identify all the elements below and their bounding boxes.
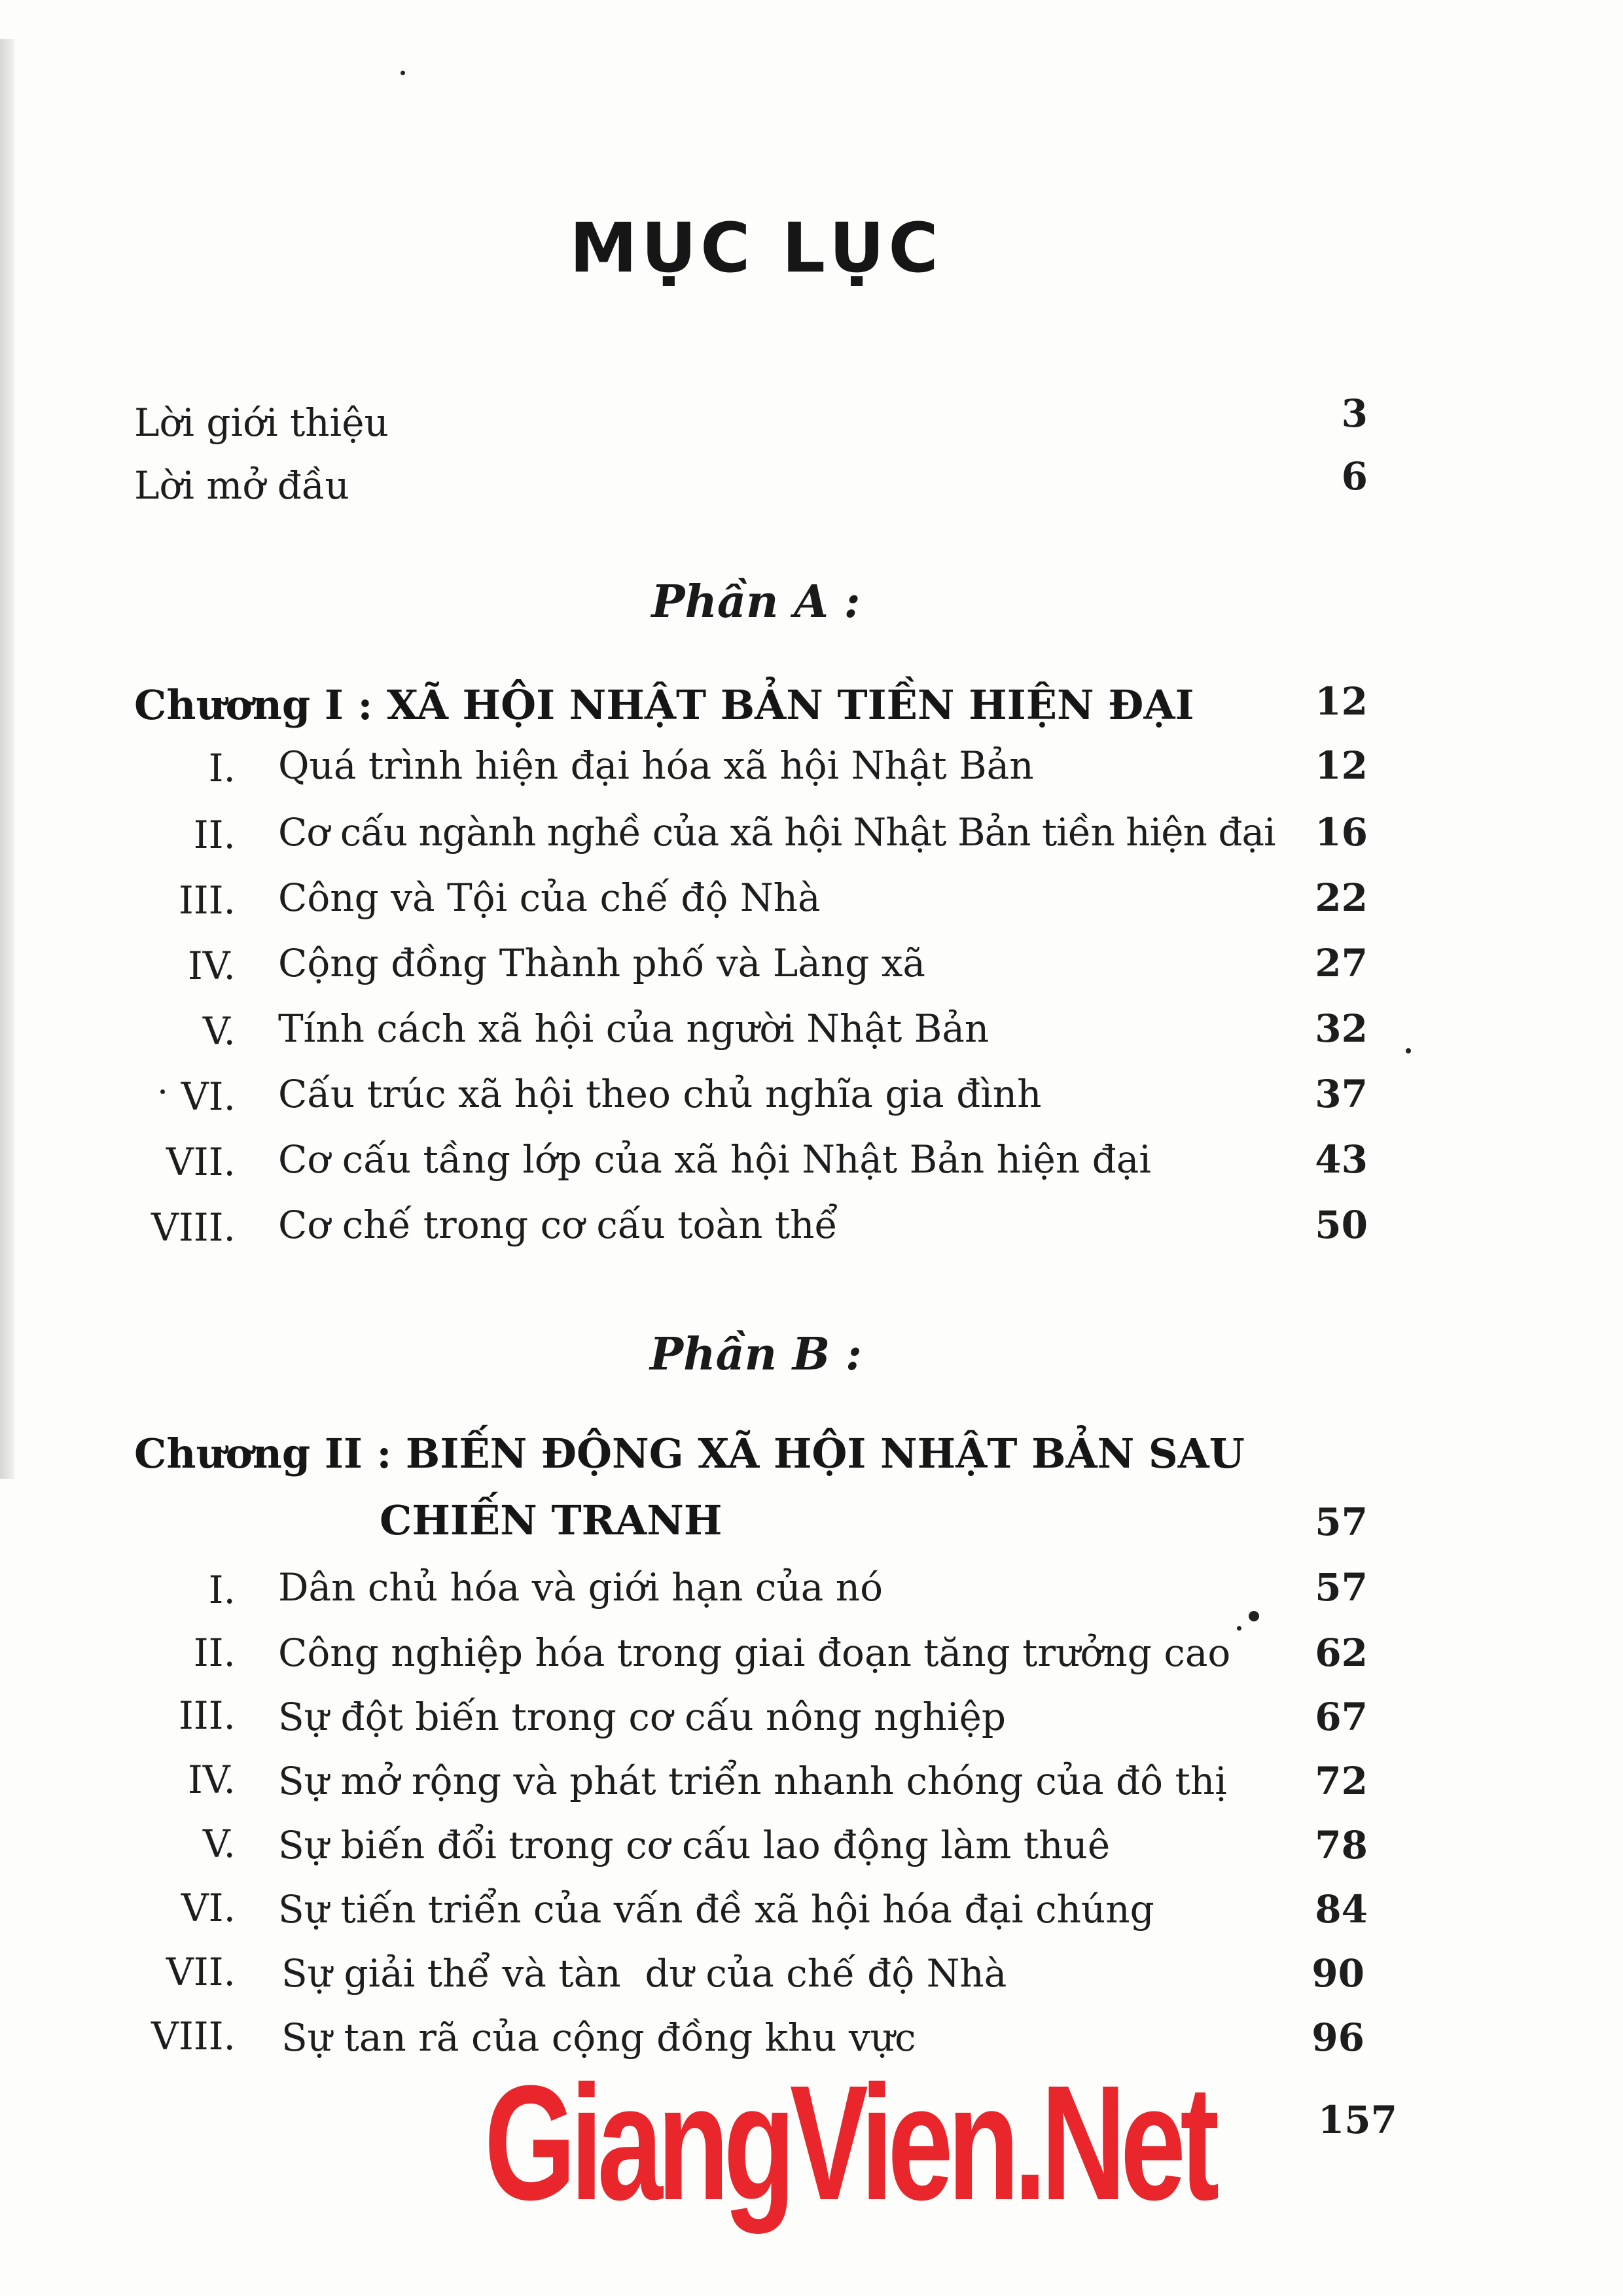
toc-page-number: 27 <box>1315 941 1368 985</box>
toc-section-entry: Sự đột biến trong cơ cấu nông nghiệp <box>278 1695 1007 1739</box>
section-number: III. <box>178 1693 236 1738</box>
toc-section-entry: Quá trình hiện đại hóa xã hội Nhật Bản <box>278 743 1034 788</box>
toc-section-entry: Cơ cấu tầng lớp của xã hội Nhật Bản hiện đại <box>278 1137 1151 1182</box>
folio-page-number: 157 <box>1317 2098 1397 2142</box>
toc-title: MỤC LỤC <box>569 208 942 288</box>
section-number: II. <box>193 1631 236 1675</box>
toc-section-entry: Sự tan rã của cộng đồng khu vực <box>281 2015 916 2060</box>
section-number: V. <box>202 1822 236 1866</box>
scan-speck <box>401 71 405 75</box>
toc-page-number: 37 <box>1315 1072 1368 1116</box>
section-number: VII. <box>166 1950 236 1994</box>
chapter-2-title-line1: Chương II : BIẾN ĐỘNG XÃ HỘI NHẬT BẢN SAU <box>134 1430 1245 1477</box>
toc-page-number: 43 <box>1315 1137 1368 1182</box>
section-number: V. <box>202 1009 236 1053</box>
part-b-heading: Phần B : <box>650 1328 862 1381</box>
toc-page-number: 22 <box>1315 875 1368 920</box>
toc-page-number: 16 <box>1315 810 1368 855</box>
toc-section-entry: Sự biến đổi trong cơ cấu lao động làm thuê <box>278 1823 1111 1867</box>
toc-section-entry: Công nghiệp hóa trong giai đoạn tăng trưởng cao <box>278 1631 1231 1675</box>
toc-section-entry: Tính cách xã hội của người Nhật Bản <box>278 1006 990 1051</box>
section-number: VIII. <box>151 1205 236 1250</box>
section-number: VI. <box>181 1074 236 1119</box>
toc-page-number: 62 <box>1315 1631 1368 1675</box>
section-number: VIII. <box>151 2014 236 2058</box>
section-number: II. <box>193 813 236 857</box>
toc-section-entry: Sự giải thể và tàn dư của chế độ Nhà <box>281 1951 1007 1996</box>
scan-speck <box>1249 1611 1259 1621</box>
chapter-2-title-line2: CHIẾN TRANH <box>380 1496 722 1544</box>
toc-page-number: 12 <box>1315 743 1368 788</box>
toc-section-entry: Công và Tội của chế độ Nhà <box>278 875 821 920</box>
toc-section-entry: Cấu trúc xã hội theo chủ nghĩa gia đình <box>278 1072 1042 1116</box>
toc-section-entry: Cơ cấu ngành nghề của xã hội Nhật Bản tiền hiện đại <box>278 810 1275 855</box>
section-number: I. <box>208 746 236 790</box>
toc-section-entry: Sự tiến triển của vấn đề xã hội hóa đại chúng <box>278 1887 1154 1932</box>
toc-page-number: 67 <box>1315 1695 1368 1739</box>
toc-section-entry: Cơ chế trong cơ cấu toàn thể <box>278 1203 838 1247</box>
toc-page-number: 72 <box>1315 1759 1368 1803</box>
toc-entry-loi-mo-dau: Lời mở đầu <box>134 463 349 508</box>
toc-section-entry: Dân chủ hóa và giới hạn của nó <box>278 1565 883 1610</box>
toc-page-number: 3 <box>1341 391 1368 436</box>
scan-speck <box>1406 1048 1411 1053</box>
section-number: IV. <box>187 944 236 988</box>
section-number: IV. <box>187 1757 236 1802</box>
toc-page-number: 12 <box>1315 679 1368 724</box>
section-number: I. <box>208 1568 236 1612</box>
toc-page-number: 96 <box>1311 2015 1364 2060</box>
section-number: VI. <box>181 1886 236 1930</box>
toc-page-number: 57 <box>1315 1565 1368 1610</box>
part-a-heading: Phần A : <box>651 576 861 628</box>
toc-page-number: 6 <box>1341 454 1368 499</box>
toc-page-number: 90 <box>1311 1951 1364 1996</box>
toc-page-number: 57 <box>1315 1500 1368 1544</box>
section-number: VII. <box>166 1140 236 1184</box>
toc-page-number: 84 <box>1315 1887 1368 1932</box>
toc-section-entry: Cộng đồng Thành phố và Làng xã <box>278 941 926 985</box>
toc-section-entry: Sự mở rộng và phát triển nhanh chóng của đô thị <box>278 1759 1227 1803</box>
toc-page-number: 32 <box>1315 1006 1368 1051</box>
toc-page-number: 78 <box>1315 1823 1368 1867</box>
watermark-logo: GiangVien.Net <box>484 2051 1214 2234</box>
toc-page-number: 50 <box>1315 1203 1368 1247</box>
chapter-1-title: Chương I : XÃ HỘI NHẬT BẢN TIỀN HIỆN ĐẠI <box>134 681 1194 729</box>
toc-entry-loi-gioi-thieu: Lời giới thiệu <box>134 400 389 445</box>
section-number: III. <box>178 878 236 923</box>
